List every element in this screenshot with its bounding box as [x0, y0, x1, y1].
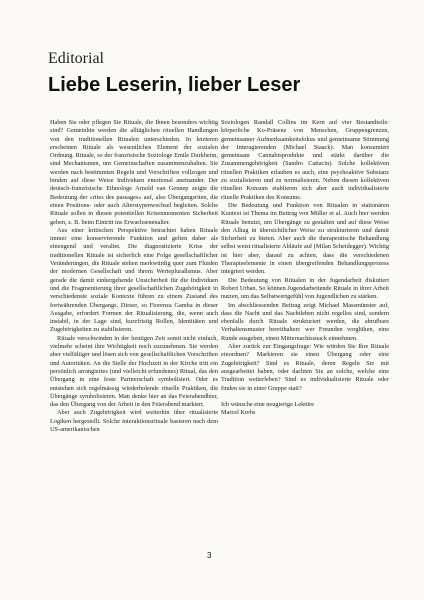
paragraph: Die Bedeutung von Ritualen in der Jugendarbeit diskutiert Robert Urban. So können Jugendarbeitende Rituale in ihrer Arbeit nutzen, um das Selbstwertgefühl von Jugendlichen zu stärken.: [221, 276, 389, 301]
closing-line: Ich wünsche eine neugierige Lektüre: [221, 401, 315, 409]
paragraph: Aus einer kritischen Perspektive betrachtet haben Rituale immer eine konservierende Funktion und gelten daher als einengend und veraltet. Die diagnostizierte Krise der traditionellen Rituale ist sicherlich eine Folge gesellschaftlicher Veränderungen, die Rituale stehen merkwürdig quer zum Fluiden der modernen Gesellschaft und ihrem Werteplurallsmus. Aber gerade die damit einhergehende Unsicherheit für die Individuen und die Fragmentierung ihrer gesellschaftlichen Zugehörigkeit in verschiedenste soziale Kontexte führen zu einem Zustand des fortwährenden Übergangs. Dieser, so Fiorenza Gamba in dieser Ausgabe, erfordert Formen der Ritualisierung, die, wenn auch instabil, in der Lage sind, kurzfristig Rollen, Identitäten und Zugehörigkeiten zu stabilisieren.: [50, 226, 218, 334]
page-title: Liebe Leserin, lieber Leser: [48, 74, 301, 96]
paragraph: Im abschliessenden Beitrag zeigt Michael Massmünster auf, dass die Nacht und das Nachtleben nicht regellos sind, sondern ebenfalls durch Rituale strukturiert werden, die abrufbare Verhaltensmuster bereithalten: wer Freunden vorglühen, eine Runde ausgeben, einen Mitternachtssnack einnehmen.: [221, 301, 389, 342]
author-signature: Marcel Krebs: [221, 409, 256, 417]
section-kicker: Editorial: [48, 50, 104, 67]
text-column-right: [221, 119, 389, 418]
paragraph: Rituale verschwinden in der heutigen Zeit somit nicht einfach, vielmehr scheint ihre Wichtigkeit noch zuzunehmen. Sie werden aber vielfältiger und lösen sich von gesellschaftlichen Vorschriften und Autoritäten. An die Stelle der Hochzeit in der Kirche tritt ein persönlich arrangiertes (und vielleicht erfundenes) Ritual, das den Übergang in eine feste Partnerschaft symbolisiert. Oder es entstehen sich regelmässig wiederholende rituelle Praktiken, die Übergänge symbolisieren. Man denke hier an das Feierabendbier, das den Übergang von der Arbeit in den Feierabend markiert.: [50, 334, 218, 409]
paragraph: Aber auch Zugehörigkeit wird weiterhin über ritualisierte Logiken hergestellt. Solche interaktionsrituale basieren nach dem US-amerikanischen: [50, 409, 218, 433]
paragraph: Aber zurück zur Eingangsfrage: Wie würden Sie Ihre Rituale einordnen? Markieren sie einen Übergang oder eine Zugehörigkeit? Sind es Rituale, deren Regeln Sie mit ausgearbeitet haben, oder dachten Sie an solche, welche eine Tradition weiterleben? Sind es individualisierte Rituale oder finden sie in einer Gruppe statt?: [221, 343, 389, 392]
paragraph: Haben Sie oder pflegen Sie Rituale, die Ihnen besonders wichtig sind? Gemeinhin werden die alltäglichen rituellen Handlungen von den traditionellen Ritualen unterschieden. In letzteren erscheinen Rituale als wesentliches Element der sozialen Ordnung. Rituale, so der französische Soziologe Emile Durkheim, sind Mechanismen, um Gemeinschaften zusammenzuhalten. Sie werden nach bestimmten Regeln und Vorschriften vollzogen und binden auf diese Weise Individuen emotional aneinander. Der deutsch-französische Ethnologe Arnold van Gennep zeigte die Bedeutung der «rites des passages» auf, also Übergangsriten, die einen Positions- oder auch Alterstypenwechsel begleiten. Solche Rituale sollen in diesen potentiellen Krisenmomenten Sicherheit geben, z. B. beim Eintritt ins Erwachsenenalter.: [50, 119, 218, 226]
text-column-left: [50, 119, 218, 434]
paragraph: Soziologen Randall Collins im Kern auf vier Bestandteile: körperliche Ko-Präsenz von Menschen, Gruppengrenzen, gemeinsamer Aufmerksamkeitsfokus und gemeinsame Stimmung der Interagierenden (Michael Staack). Man konsumiert gemeinsam Cannabisprodukte und stärkt darüber die Zusammengehörigkeit (Sandro Cattacin). Solche kollektiven rituellen Praktiken erlauben es auch, eine psychoaktive Substanz zu sozialisieren und zu normalisieren. Neben diesen kollektiven rituellen Konsum etablieren sich aber auch individualisierte rituelle Praktiken des Konsums.: [221, 119, 389, 201]
page-number: 3: [207, 551, 212, 560]
paragraph: Die Bedeutung und Funktion von Ritualen in stationären Kontext ist Thema im Beitrag von Müller et al. Auch hier werden Rituale benutzt, um Übergänge zu gestalten und auf diese Weise den Alltag in übersichtlicher Weise zu strukturieren und damit Sicherheit zu bieten. Aber auch die therapeutische Behandlung selbst weist ritualisierte Abläufe auf (Milan Scheidegger). Wichtig ist hier aber, darauf zu achten, dass die verschiedenen Therapieelemente in einen übergreifenden Behandlungsprozess integriert werden.: [221, 201, 389, 276]
